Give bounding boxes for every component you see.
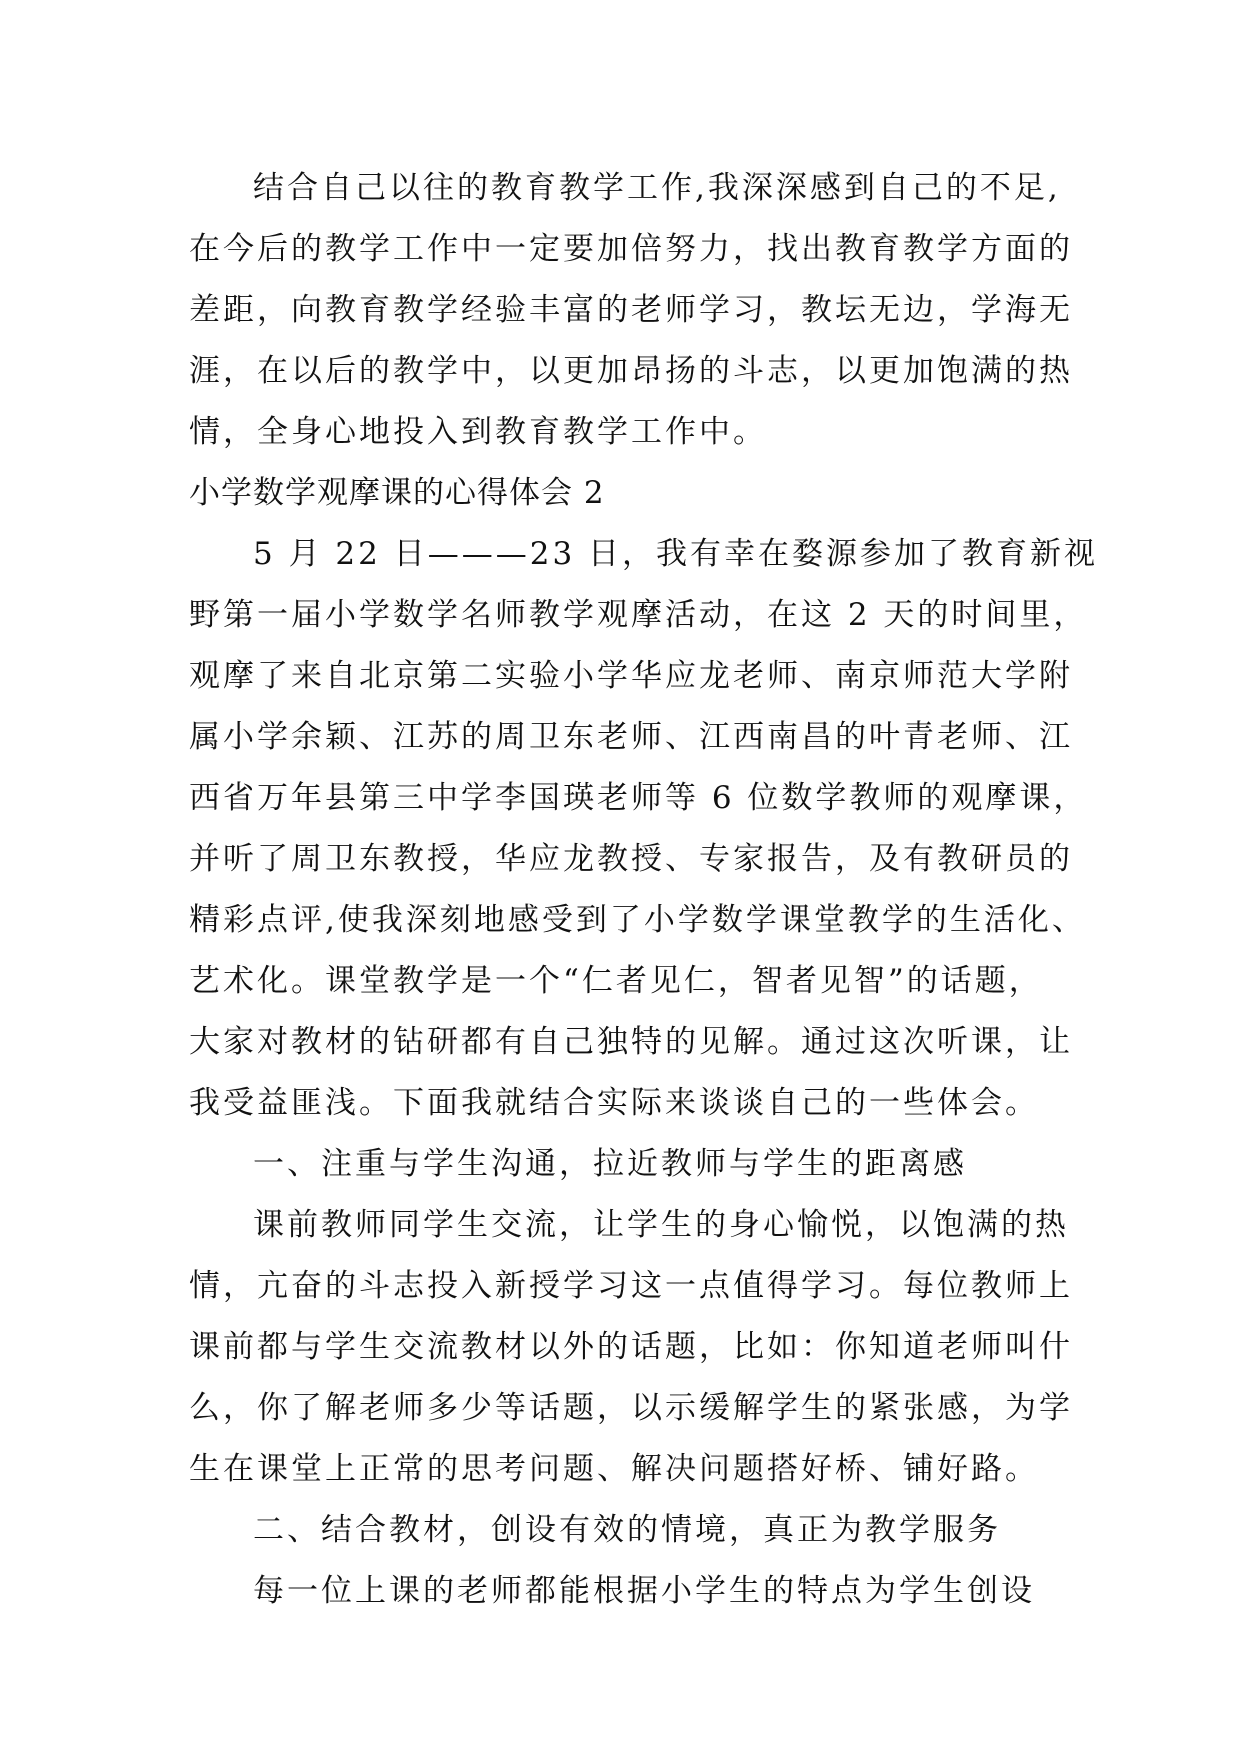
section-title: 小学数学观摩课的心得体会 2 xyxy=(189,475,605,511)
text-line: 精彩点评,使我深刻地感受到了小学数学课堂教学的生活化、 xyxy=(189,902,1086,938)
text-line: 么，你了解老师多少等话题，以示缓解学生的紧张感，为学 xyxy=(189,1390,1073,1426)
text-line: 情，亢奋的斗志投入新授学习这一点值得学习。每位教师上 xyxy=(189,1268,1073,1304)
text-line: 西省万年县第三中学李国瑛老师等 6 位数学教师的观摩课， xyxy=(189,780,1088,816)
section-heading: 一、注重与学生沟通，拉近教师与学生的距离感 xyxy=(253,1146,967,1182)
text-line: 观摩了来自北京第二实验小学华应龙老师、南京师范大学附 xyxy=(189,658,1073,694)
text-line: 野第一届小学数学名师教学观摩活动，在这 2 天的时间里， xyxy=(189,597,1088,633)
paragraph xyxy=(189,524,1099,1134)
document-body xyxy=(189,158,1099,1622)
text-line: 生在课堂上正常的思考问题、解决问题搭好桥、铺好路。 xyxy=(189,1451,1039,1487)
text-line: 我受益匪浅。下面我就结合实际来谈谈自己的一些体会。 xyxy=(189,1085,1039,1121)
text-line: 在今后的教学工作中一定要加倍努力，找出教育教学方面的 xyxy=(189,231,1073,267)
text-line: 并听了周卫东教授，华应龙教授、专家报告，及有教研员的 xyxy=(189,841,1073,877)
text-line: 差距，向教育教学经验丰富的老师学习，教坛无边，学海无 xyxy=(189,292,1073,328)
paragraph xyxy=(189,1195,1089,1500)
text-line: 课前都与学生交流教材以外的话题，比如：你知道老师叫什 xyxy=(189,1329,1073,1365)
text-line: 5 月 22 日———23 日，我有幸在婺源参加了教育新视 xyxy=(253,536,1099,572)
text-line: 结合自己以往的教育教学工作,我深深感到自己的不足, xyxy=(253,170,1061,206)
text-line: 大家对教材的钻研都有自己独特的见解。通过这次听课，让 xyxy=(189,1024,1073,1060)
text-line: 情，全身心地投入到教育教学工作中。 xyxy=(189,414,767,450)
paragraph xyxy=(189,1561,1089,1622)
text-line: 艺术化。课堂教学是一个“仁者见仁，智者见智”的话题， xyxy=(189,963,1043,999)
text-line: 每一位上课的老师都能根据小学生的特点为学生创设 xyxy=(253,1573,1035,1609)
text-line: 涯，在以后的教学中，以更加昂扬的斗志，以更加饱满的热 xyxy=(189,353,1073,389)
text-line: 课前教师同学生交流，让学生的身心愉悦，以饱满的热 xyxy=(253,1207,1069,1243)
text-line: 属小学余颖、江苏的周卫东老师、江西南昌的叶青老师、江 xyxy=(189,719,1073,755)
paragraph xyxy=(189,158,1089,463)
section-heading: 二、结合教材，创设有效的情境，真正为教学服务 xyxy=(253,1512,1001,1548)
